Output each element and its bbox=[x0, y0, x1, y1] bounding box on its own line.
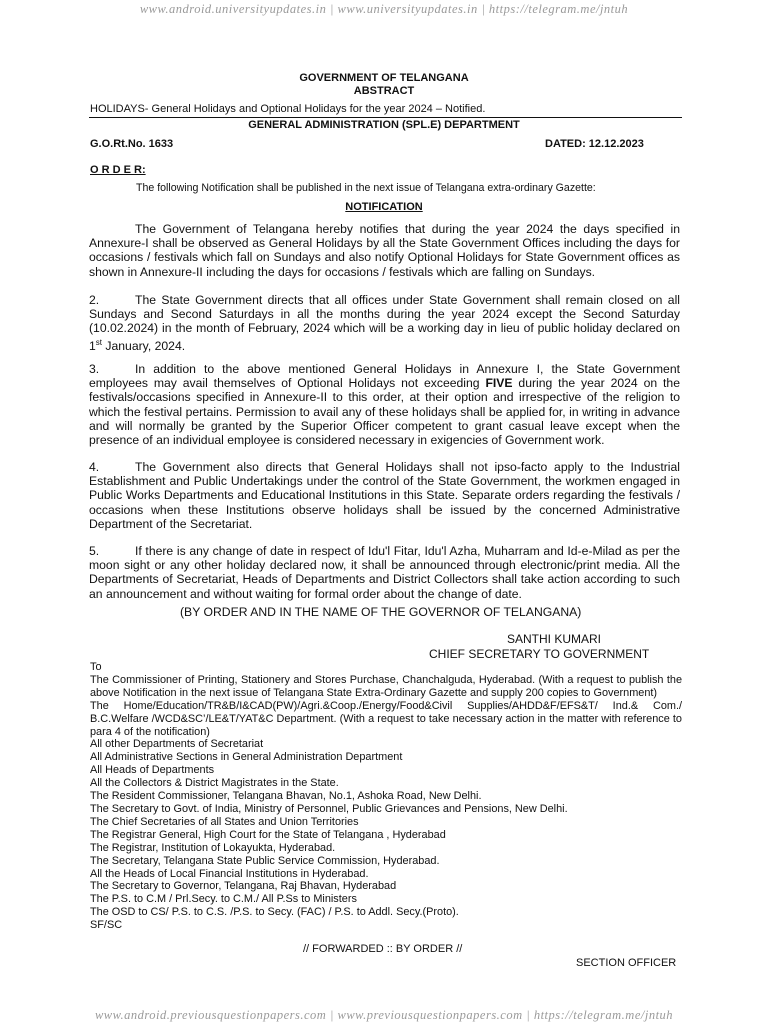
signatory-name: SANTHI KUMARI bbox=[507, 632, 602, 646]
distribution-item: The Resident Commissioner, Telangana Bhavan, No.1, Ashoka Road, New Delhi. bbox=[90, 790, 482, 803]
distribution-item: All Heads of Departments bbox=[90, 764, 215, 777]
paragraph-4 bbox=[89, 460, 680, 531]
distribution-to: To bbox=[90, 661, 102, 673]
header-rule bbox=[89, 117, 682, 118]
notification-heading bbox=[0, 201, 768, 213]
distribution-list bbox=[90, 661, 682, 932]
distribution-item: The P.S. to C.M / Prl.Secy. to C.M./ All P.Ss to Ministers bbox=[90, 893, 357, 906]
paragraph-5-number: 5. bbox=[89, 544, 100, 558]
paragraph-3-text-a: In addition to the above mentioned General Holidays in Annexure I, the State Government employees may avail themselves of Optional Holidays not exceeding bbox=[89, 362, 680, 391]
government-title: GOVERNMENT OF TELANGANA bbox=[299, 72, 469, 84]
paragraph-5 bbox=[89, 544, 680, 601]
paragraph-4-number: 4. bbox=[89, 460, 100, 474]
paragraph-3 bbox=[89, 362, 680, 447]
distribution-item: The Registrar, Institution of Lokayukta, Hyderabad. bbox=[90, 841, 336, 854]
distribution-item: All other Departments of Secretariat bbox=[90, 738, 264, 751]
distribution-item: The Secretary, Telangana State Public Service Commission, Hyderabad. bbox=[90, 854, 440, 867]
distribution-item: The Registrar General, High Court for the State of Telangana , Hyderabad bbox=[90, 828, 446, 841]
order-heading-text: O R D E R: bbox=[90, 164, 146, 176]
subject-line: HOLIDAYS- General Holidays and Optional Holidays for the year 2024 – Notified. bbox=[90, 103, 486, 115]
forwarded-line: // FORWARDED :: BY ORDER // bbox=[303, 943, 463, 955]
distribution-item: The Commissioner of Printing, Stationery and Stores Purchase, Chanchalguda, Hyderabad. (With a request to publish the above Notification in the next issue of Telangana State Extra-Ordinary Gazette and supply 200 copies to Government) bbox=[90, 673, 682, 699]
distribution-item: All Administrative Sections in General Administration Department bbox=[90, 751, 403, 764]
distribution-item: The Secretary to Governor, Telangana, Raj Bhavan, Hyderabad bbox=[90, 880, 397, 893]
notification-heading-text: NOTIFICATION bbox=[345, 201, 423, 213]
paragraph-3-text-b: during the year 2024 on the festivals/occasions specified in Annexure-II to this order, at their option and irrespective of the religion to which the festival pertains. Permission to avail any of these holidays shall be applied for, in writing in advance and will normally be granted by the Superior Officer competent to grant casual leave except when the presence of an individual employee is considered necessary in exigencies of Government work. bbox=[89, 376, 680, 448]
distribution-item: SF/SC bbox=[90, 919, 123, 932]
paragraph-3-bold: FIVE bbox=[485, 376, 513, 391]
go-number: G.O.Rt.No. 1633 bbox=[90, 138, 174, 150]
distribution-item: The OSD to CS/ P.S. to C.S. /P.S. to Secy. (FAC) / P.S. to Addl. Secy.(Proto). bbox=[90, 906, 459, 919]
paragraph-1-text: The Government of Telangana hereby notifies that during the year 2024 the days specified in Annexure-I shall be observed as General Holidays by all the State Government Offices including the days for occasions / festivals which fall on Sundays and also notify Optional Holidays for State Government offices as shown in Annexure-II including the days for occasions / festivals which are falling on Sundays. bbox=[89, 222, 680, 279]
by-order-line: (BY ORDER AND IN THE NAME OF THE GOVERNOR OF TELANGANA) bbox=[180, 605, 582, 619]
distribution-item: The Chief Secretaries of all States and Union Territories bbox=[90, 815, 359, 828]
paragraph-2-end: January, 2024. bbox=[102, 338, 186, 353]
watermark-bottom: www.android.previousquestionpapers.com | www.previousquestionpapers.com | https://telegram.me/jntuh bbox=[94, 1008, 674, 1022]
watermark-top: www.android.universityupdates.in | www.universityupdates.in | https://telegram.me/jntuh bbox=[139, 2, 629, 16]
paragraph-2-superscript: st bbox=[95, 337, 103, 347]
abstract-title: ABSTRACT bbox=[353, 85, 415, 97]
paragraph-2-number: 2. bbox=[89, 293, 100, 307]
paragraph-3-number: 3. bbox=[89, 362, 100, 376]
order-date: DATED: 12.12.2023 bbox=[545, 138, 644, 150]
paragraph-2 bbox=[89, 293, 680, 353]
distribution-item: All the Heads of Local Financial Institutions in Hyderabad. bbox=[90, 867, 369, 880]
distribution-item: All the Collectors & District Magistrates in the State. bbox=[90, 777, 339, 790]
order-heading bbox=[90, 164, 146, 176]
order-intro: The following Notification shall be published in the next issue of Telangana extra-ordinary Gazette: bbox=[136, 182, 596, 194]
distribution-item: The Secretary to Govt. of India, Ministry of Personnel, Public Grievances and Pensions, New Delhi. bbox=[90, 802, 568, 815]
signatory-designation: CHIEF SECRETARY TO GOVERNMENT bbox=[429, 647, 650, 661]
paragraph-1 bbox=[89, 222, 680, 279]
paragraph-5-text: If there is any change of date in respect of Idu'l Fitar, Idu'l Azha, Muharram and Id-e-Milad as per the moon sight or any other holiday declared now, it shall be announced through electronic/print media. All the Departments of Secretariat, Heads of Departments and District Collectors shall take action according to such an announcement and without waiting for formal order about the change of date. bbox=[89, 544, 680, 601]
distribution-item: The Home/Education/TR&B/I&CAD(PW)/Agri.&Coop./Energy/Food&Civil Supplies/AHDD&F/EFS&T/ Ind.& Com./ B.C.Welfare /WCD&SC’/LE&T/YAT&C Department. (With a request to take necessary action in the matter with reference to para 4 of the notification) bbox=[90, 699, 682, 738]
department-title: GENERAL ADMINISTRATION (SPL.E) DEPARTMENT bbox=[248, 119, 520, 131]
section-officer: SECTION OFFICER bbox=[576, 957, 677, 969]
paragraph-2-text: The State Government directs that all offices under State Government shall remain closed on all Sundays and Second Saturdays in all the months during the year 2024 except the Second Saturday (10.02.2024) in the month of February, 2024 which will be a working day in lieu of public holiday declared on 1 bbox=[89, 293, 680, 353]
paragraph-4-text: The Government also directs that General Holidays shall not ipso-facto apply to the Industrial Establishment and Public Undertakings under the control of the State Government, the workmen engaged in Public Works Departments and Educational Institutions in this State. Separate orders regarding the festivals / occasions when these Institutions observe holidays shall be issued by the concerned Administrative Department of the Secretariat. bbox=[89, 460, 680, 531]
